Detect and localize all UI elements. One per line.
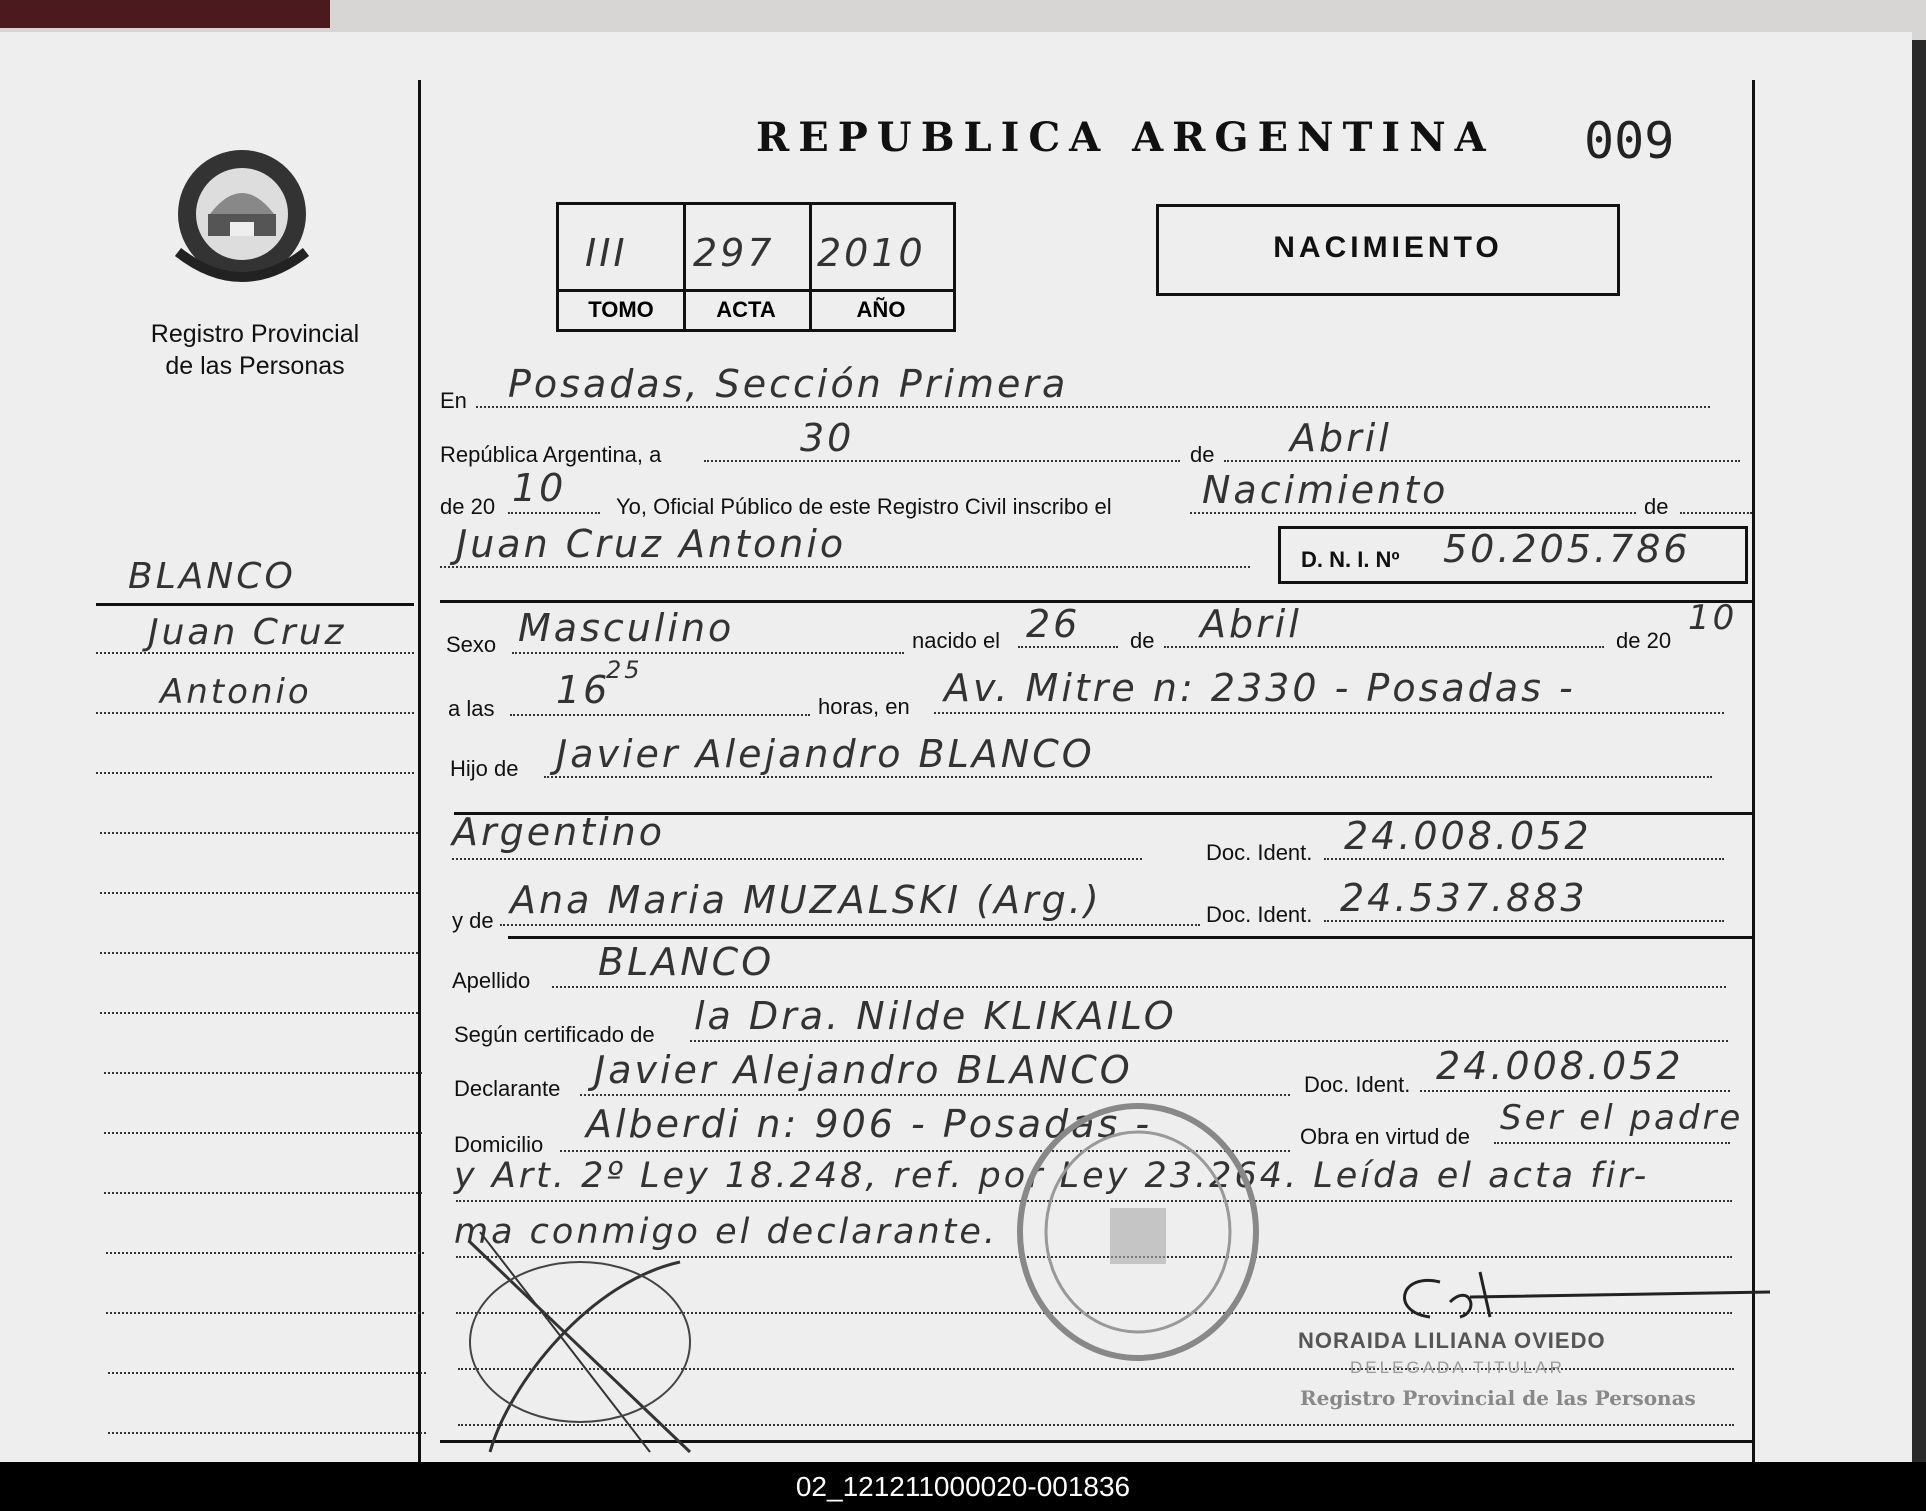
certificado-line	[690, 1040, 1728, 1042]
margin-rule	[96, 603, 414, 606]
madre-line	[500, 924, 1200, 926]
birth-certificate-page	[0, 32, 1912, 1464]
mes-value: Abril	[1290, 416, 1392, 460]
nacido-dia-value: 26	[1026, 602, 1081, 646]
minutos-value: 25	[606, 656, 643, 684]
margin-line	[104, 1132, 422, 1134]
sexo-label: Sexo	[446, 632, 497, 657]
yo-label: Yo, Oficial Público de este Registro Civil inscribo el	[616, 494, 1112, 519]
margin-line	[100, 1012, 418, 1014]
margin-line	[100, 892, 418, 894]
doc-ident-label-2: Doc. Ident.	[1206, 902, 1313, 927]
dni-box	[1278, 526, 1748, 584]
en-line	[476, 406, 1710, 408]
registry-name	[110, 318, 400, 382]
margin-line	[104, 1192, 422, 1194]
sheet-number: 009	[1584, 112, 1675, 170]
act-type: NACIMIENTO	[1273, 231, 1503, 264]
official-title: DELEGADA TITULAR	[1350, 1358, 1565, 1377]
record-box-divider	[559, 289, 953, 292]
hora-value: 16	[556, 668, 611, 712]
nacido-mes-line	[1164, 646, 1604, 648]
horas-label: horas, en	[818, 694, 910, 719]
rule-after-name	[440, 600, 1752, 603]
declarante-doc-value: 24.008.052	[1436, 1044, 1684, 1088]
record-box	[556, 202, 956, 332]
observaciones-linea-2: ma conmigo el declarante.	[454, 1212, 999, 1252]
padre-line	[544, 776, 1712, 778]
padre-doc-value: 24.008.052	[1344, 814, 1592, 858]
scan-id-bar	[0, 1462, 1926, 1511]
doc-ident-label: Doc. Ident.	[1206, 840, 1313, 865]
anio-prefix-label: de 20	[440, 494, 496, 519]
misiones-seal-icon	[170, 142, 320, 292]
certificado-label: Según certificado de	[454, 1022, 655, 1047]
alas-label: a las	[448, 696, 495, 721]
de-line-2	[1680, 512, 1752, 514]
margin-line	[106, 1312, 424, 1314]
declarante-label: Declarante	[454, 1076, 561, 1101]
en-value: Posadas, Sección Primera	[508, 362, 1069, 406]
obra-label: Obra en virtud de	[1300, 1124, 1470, 1149]
sexo-value: Masculino	[518, 606, 735, 650]
hora-line	[510, 714, 810, 716]
dia-line	[704, 460, 1180, 462]
yde-label: y de	[452, 908, 494, 933]
observaciones-linea-1: y Art. 2º Ley 18.248, ref. por Ley 23.264. Leída el acta fir-	[454, 1156, 1650, 1196]
apellido-line	[552, 986, 1726, 988]
anio-suffix-value: 10	[512, 466, 567, 510]
declarant-signature-mark	[450, 1222, 710, 1464]
right-frame-line	[1752, 80, 1755, 1464]
mes-line	[1224, 460, 1740, 462]
apellido-value: BLANCO	[598, 940, 775, 984]
padre-nac-line	[452, 858, 1142, 860]
declarante-doc-line	[1420, 1090, 1730, 1092]
declarante-line	[580, 1094, 1290, 1096]
madre-doc-line	[1324, 920, 1724, 922]
margin-line	[108, 1432, 426, 1434]
dia-value: 30	[800, 416, 855, 460]
country-title: REPUBLICA ARGENTINA	[756, 114, 1495, 161]
margin-line	[96, 772, 414, 774]
margin-line	[108, 1372, 426, 1374]
inscribo-line	[1190, 512, 1636, 514]
acta-value: 297	[693, 231, 775, 275]
acta-label: ACTA	[716, 297, 776, 322]
margin-given-names-2: Antonio	[160, 672, 312, 712]
official-organization: Registro Provincial de las Personas	[1300, 1386, 1696, 1410]
de-label-3: de	[1130, 628, 1155, 653]
doc-ident-label-3: Doc. Ident.	[1304, 1072, 1411, 1097]
margin-given-names: Juan Cruz	[148, 612, 347, 653]
domicilio-label: Domicilio	[454, 1132, 544, 1157]
margin-surname: BLANCO	[128, 556, 296, 597]
domicilio-value: Alberdi n: 906 - Posadas -	[586, 1102, 1153, 1146]
official-round-stamp	[1010, 1098, 1270, 1368]
registry-line1: Registro Provincial	[150, 320, 360, 348]
anio-line	[508, 512, 600, 514]
nacido-mes-value: Abril	[1200, 602, 1302, 646]
margin-line	[96, 712, 414, 714]
nombre-line	[440, 566, 1250, 568]
registry-line2: de las Personas	[165, 352, 345, 380]
left-frame-line	[418, 80, 421, 1464]
en-label: En	[440, 388, 467, 413]
tomo-label: TOMO	[588, 297, 654, 322]
obra-line	[1494, 1142, 1730, 1144]
hijo-label: Hijo de	[450, 756, 519, 781]
madre-doc-value: 24.537.883	[1340, 876, 1588, 920]
official-name: NORAIDA LILIANA OVIEDO	[1298, 1328, 1606, 1353]
de-label-2: de	[1644, 494, 1669, 519]
rule-after-madre	[508, 936, 1752, 939]
inscribo-value: Nacimiento	[1202, 468, 1449, 512]
nacido-dia-line	[1018, 646, 1118, 648]
republica-label: República Argentina, a	[440, 442, 662, 467]
dni-label: D. N. I. Nº	[1301, 547, 1400, 572]
anio-label: AÑO	[856, 297, 906, 322]
certificado-value: la Dra. Nilde KLIKAILO	[694, 994, 1177, 1038]
padre-value: Javier Alejandro BLANCO	[556, 732, 1095, 776]
padre-doc-line	[1324, 858, 1724, 860]
apellido-label: Apellido	[452, 968, 531, 993]
book-cover-edge	[0, 0, 330, 28]
nacido-anio-value: 10	[1688, 598, 1738, 638]
anio-value: 2010	[817, 231, 926, 275]
padre-nacionalidad: Argentino	[452, 810, 665, 854]
scan-id: 02_121211000020-001836	[795, 1471, 1131, 1502]
nacido-label: nacido el	[912, 628, 1001, 653]
margin-line	[106, 1252, 424, 1254]
tomo-value: III	[585, 231, 628, 275]
sexo-line	[512, 652, 904, 654]
obra-value: Ser el padre	[1500, 1098, 1744, 1138]
madre-value: Ana Maria MUZALSKI (Arg.)	[510, 878, 1102, 922]
declarante-value: Javier Alejandro BLANCO	[594, 1048, 1133, 1092]
de20-label: de 20	[1616, 628, 1672, 653]
official-signature	[1370, 1262, 1790, 1332]
lugar-value: Av. Mitre n: 2330 - Posadas -	[944, 666, 1576, 710]
lugar-line	[934, 712, 1724, 714]
margin-line	[100, 952, 418, 954]
dni-value: 50.205.786	[1443, 527, 1691, 571]
margin-line	[104, 1072, 422, 1074]
nombre-value: Juan Cruz Antonio	[456, 522, 847, 566]
margin-line	[96, 652, 414, 654]
margin-line	[100, 832, 418, 834]
de-label: de	[1190, 442, 1215, 467]
act-type-box	[1156, 204, 1620, 296]
